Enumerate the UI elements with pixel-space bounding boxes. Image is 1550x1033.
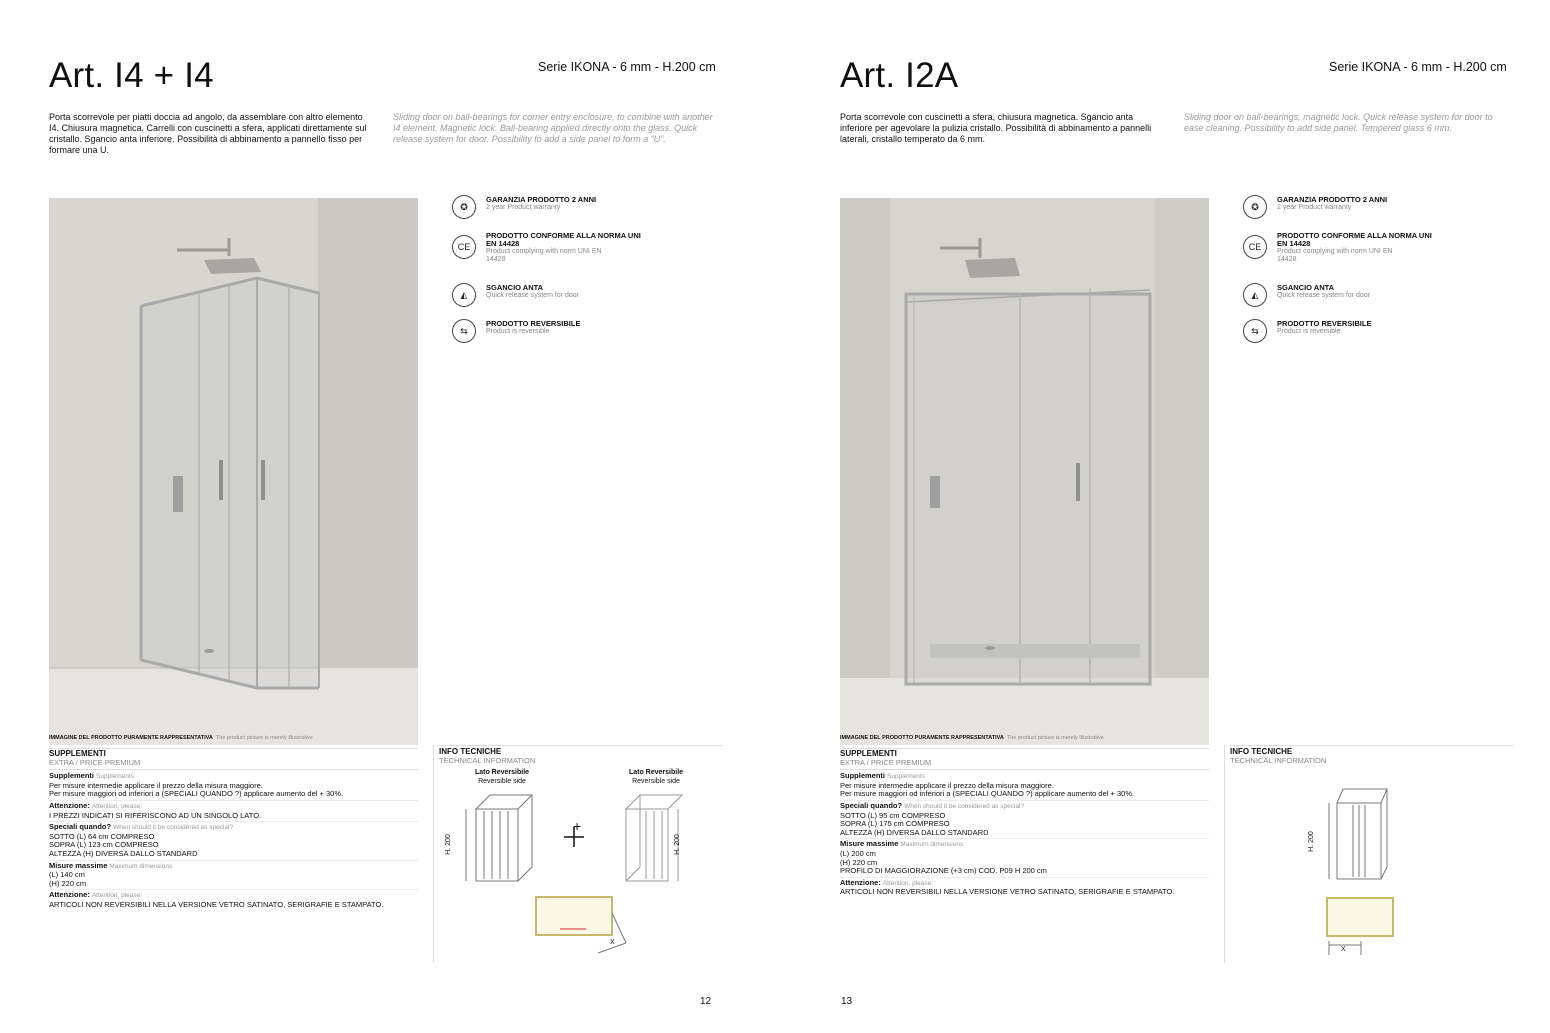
- product-photo: [49, 198, 418, 745]
- supp-group: Attenzione: Attention, please: ARTICOLI NON REVERSIBILI NELLA VERSIONE VETRO SATINATO, SERIGRAFIE E STAMPATO.: [49, 890, 384, 909]
- warranty-icon: ✪: [452, 195, 476, 219]
- feature-warranty: ✪ GARANZIA PRODOTTO 2 ANNI 2 year Product warranty: [452, 196, 702, 222]
- supp-group: Speciali quando? When should it be considered as special? SOTTO (L) 95 cm COMPRESO SOPRA (L) 175 cm COMPRESO ALTEZZA (H) DIVERSA DALLO STANDARD: [840, 802, 1209, 839]
- series-label: Serie IKONA - 6 mm - H.200 cm: [538, 60, 716, 74]
- supplements-section: SUPPLEMENTI EXTRA / PRICE PREMIUM Supplementi Supplements Per misure intermedie applicare il prezzo della misura maggiore. Per misure maggiori od inferiori a (SPECIALI QUANDO ?) applicare aumento del + 30%. Speciali quando? When should it be considered as special? SOTTO (L) 95 cm COMPRESO SOPRA (L) 175 cm COMPRESO ALTEZZA (H) DIVERSA DALLO STANDARD Misure massime Maximum dimensions (L) 200 cm (H) 220 cm PROFILO DI MAGGIORAZIONE (+3 cm) COD. P09 H 200 cm Attenzione: Attention, please: ARTICOLI NON REVERSIBILI NELLA VERSIONE VETRO SATINATO, SERIGRAFIE E STAMPATO.: [840, 748, 1209, 899]
- supp-group: Supplementi Supplements Per misure intermedie applicare il prezzo della misura maggiore. Per misure maggiori od inferiori a (SPECIALI QUANDO ?) applicare aumento del + 30%.: [49, 772, 418, 801]
- feature-reversible: ⇆ PRODOTTO REVERSIBILE Product is reversible: [1243, 320, 1493, 346]
- height-label: H. 200: [1307, 831, 1315, 852]
- feature-reversible: ⇆ PRODOTTO REVERSIBILE Product is reversible: [452, 320, 702, 346]
- width-label: X: [1341, 946, 1346, 953]
- description-english: Sliding door on ball-bearings for corner entry enclosure, to combine with another I4 element. Magnetic lock. Ball-bearing applied directly onto the glass. Quick release system for door. Possibility to add a side panel to form a “U”.: [393, 112, 713, 144]
- reversible-icon: ⇆: [452, 319, 476, 343]
- width-label: X: [610, 939, 615, 946]
- description-italian: Porta scorrevole per piatti doccia ad angolo, da assemblare con altro elemento I4. Chiusura magnetica. Carrelli con cuscinetti a sfera, applicati direttamente sul cristallo. Sgancio anta inferiore. Possibilità di abbinamento a pannello fisso per formare una U.: [49, 112, 367, 155]
- technical-info: INFO TECNICHE TECHNICAL INFORMATION H. 200 X: [1224, 745, 1513, 963]
- product-title: Art. I2A: [840, 56, 959, 95]
- feature-list: [1243, 196, 1493, 356]
- height-label-a: H. 200: [444, 834, 452, 855]
- product-title: Art. I4 + I4: [49, 56, 214, 95]
- description-italian: Porta scorrevole con cuscinetti a sfera, chiusura magnetica. Sgancio anta inferiore per agevolare la pulizia cristallo. Possibilità di abbinamento a pannelli laterali, cristallo temperato da 6 mm.: [840, 112, 1152, 144]
- feature-warranty: ✪ GARANZIA PRODOTTO 2 ANNI 2 year Product warranty: [1243, 196, 1493, 222]
- series-label: Serie IKONA - 6 mm - H.200 cm: [1329, 60, 1507, 74]
- supp-group: Supplementi Supplements Per misure intermedie applicare il prezzo della misura maggiore. Per misure maggiori od inferiori a (SPECIALI QUANDO ?) applicare aumento del + 30%.: [840, 772, 1209, 801]
- feature-door-release: ◭ SGANCIO ANTA Quick release system for door: [452, 284, 702, 310]
- feature-door-release: ◭ SGANCIO ANTA Quick release system for door: [1243, 284, 1493, 310]
- height-label-b: H. 200: [673, 834, 681, 855]
- right-page: [791, 0, 1550, 1033]
- supplements-section: SUPPLEMENTI EXTRA / PRICE PREMIUM Supplementi Supplements Per misure intermedie applicare il prezzo della misura maggiore. Per misure maggiori od inferiori a (SPECIALI QUANDO ?) applicare aumento del + 30%. Attenzione: Attention, please: I PREZZI INDICATI SI RIFERISCONO AD UN SINGOLO LATO. Speciali quando? When should it be considered as special? SOTTO (L) 64 cm COMPRESO SOPRA (L) 123 cm COMPRESO ALTEZZA (H) DIVERSA DALLO STANDARD Misure massime Maximum dimensions (L) 140 cm (H) 220 cm Attenzione: Attention, please: ARTICOLI NON REVERSIBILI NELLA VERSIONE VETRO SATINATO, SERIGRAFIE E STAMPATO.: [49, 748, 418, 912]
- ce-mark-icon: CE: [452, 235, 476, 259]
- supp-group: Attenzione: Attention, please: ARTICOLI NON REVERSIBILI NELLA VERSIONE VETRO SATINATO, SERIGRAFIE E STAMPATO.: [840, 877, 1175, 897]
- reversible-label-b: Lato Reversibile Reversible side: [628, 769, 684, 785]
- supp-group: Attenzione: Attention, please: I PREZZI INDICATI SI RIFERISCONO AD UN SINGOLO LATO.: [49, 802, 418, 822]
- supp-group: Speciali quando? When should it be considered as special? SOTTO (L) 64 cm COMPRESO SOPRA (L) 123 cm COMPRESO ALTEZZA (H) DIVERSA DALLO STANDARD: [49, 823, 418, 860]
- supp-group: Misure massime Maximum dimensions (L) 200 cm (H) 220 cm PROFILO DI MAGGIORAZIONE (+3 cm) COD. P09 H 200 cm: [840, 840, 1209, 877]
- sliding-shower-illustration: [840, 198, 1209, 745]
- ce-mark-icon: CE: [1243, 235, 1267, 259]
- reversible-icon: ⇆: [1243, 319, 1267, 343]
- door-release-icon: ◭: [452, 283, 476, 307]
- description-english: Sliding door on ball-bearings, magnetic lock. Quick release system for door to ease cleaning. Possibility to add side panel. Tempered glass 6 mm.: [1184, 112, 1493, 133]
- technical-drawing: [1225, 745, 1508, 963]
- feature-norm: CE PRODOTTO CONFORME ALLA NORMA UNI EN 14428 Product complying with norm UNI EN 14428: [452, 232, 702, 274]
- page-number: 13: [841, 996, 853, 1007]
- door-release-icon: ◭: [1243, 283, 1267, 307]
- supp-group: Misure massime Maximum dimensions (L) 140 cm (H) 220 cm: [49, 862, 418, 891]
- feature-norm: CE PRODOTTO CONFORME ALLA NORMA UNI EN 14428 Product complying with norm UNI EN 14428: [1243, 232, 1493, 274]
- corner-shower-illustration: [49, 198, 418, 745]
- photo-caption: IMMAGINE DEL PRODOTTO PURAMENTE RAPPRESENTATIVA The product picture is merely illustrative: [840, 735, 1104, 741]
- product-photo: [840, 198, 1209, 745]
- photo-caption: IMMAGINE DEL PRODOTTO PURAMENTE RAPPRESENTATIVA The product picture is merely illustrative: [49, 735, 313, 741]
- technical-info: INFO TECNICHE TECHNICAL INFORMATION Lato Reversibile Reversible side Lato Reversibile Reversible side + H. 200 H. 200 X: [433, 745, 722, 963]
- warranty-icon: ✪: [1243, 195, 1267, 219]
- page-number: 12: [700, 996, 712, 1007]
- reversible-label-a: Lato Reversibile Reversible side: [474, 769, 530, 785]
- feature-list: [452, 196, 702, 356]
